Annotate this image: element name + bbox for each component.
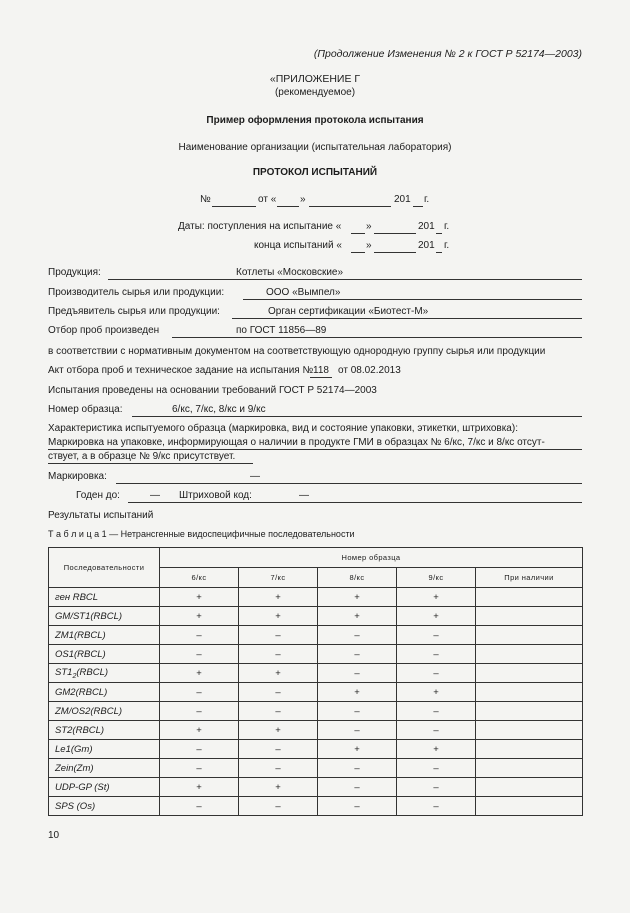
cell-if-present: [476, 759, 583, 778]
table-row: [49, 588, 583, 607]
barcode-label: Штриховой код:: [179, 490, 252, 501]
cell-7ks: –: [239, 740, 318, 759]
sequence-name: ген RBCL: [49, 588, 160, 607]
number-from: от «: [258, 194, 277, 205]
cell-8ks: –: [318, 702, 397, 721]
cell-if-present: [476, 645, 583, 664]
cell-8ks: +: [318, 588, 397, 607]
results-table: [48, 547, 583, 816]
org-name: Наименование организации (испытательная лаборатория): [178, 142, 452, 153]
cell-6ks: +: [160, 664, 239, 683]
product-label: Продукция:: [48, 267, 101, 278]
cell-6ks: +: [160, 778, 239, 797]
cell-7ks: –: [239, 645, 318, 664]
table-caption: Т а б л и ц а 1 — Нетрансгенные видоспецифичные последовательности: [48, 529, 355, 539]
end-mid: »: [366, 240, 372, 251]
col-header-6ks: 6/кс: [160, 568, 239, 588]
table-row: [49, 797, 583, 816]
protocol-title: ПРОТОКОЛ ИСПЫТАНИЙ: [252, 167, 378, 178]
table-row: [49, 626, 583, 645]
cell-if-present: [476, 702, 583, 721]
cell-8ks: +: [318, 740, 397, 759]
table-row: [49, 721, 583, 740]
table-row: [49, 683, 583, 702]
col-header-if-present: При наличии: [476, 568, 583, 588]
cell-6ks: –: [160, 626, 239, 645]
sampling-value: по ГОСТ 11856—89: [236, 325, 327, 336]
act-label: Акт отбора проб и техническое задание на испытания №: [48, 365, 314, 376]
example-title: Пример оформления протокола испытания: [206, 115, 424, 126]
cell-8ks: –: [318, 645, 397, 664]
page-number: 10: [48, 830, 60, 841]
cell-if-present: [476, 797, 583, 816]
received-suffix: г.: [444, 221, 450, 232]
cell-9ks: +: [397, 588, 476, 607]
characteristic-line2: Маркировка на упаковке, информирующая о наличии в продукте ГМИ в образцах № 6/кс, 7/кс и 8/кс отсут-: [48, 437, 545, 448]
number-year: 201: [394, 194, 411, 205]
cell-if-present: [476, 588, 583, 607]
cell-9ks: +: [397, 607, 476, 626]
cell-6ks: –: [160, 759, 239, 778]
cell-9ks: –: [397, 626, 476, 645]
cell-7ks: –: [239, 797, 318, 816]
sequence-name: OS1(RBCL): [49, 645, 160, 664]
cell-7ks: +: [239, 588, 318, 607]
cell-6ks: –: [160, 702, 239, 721]
cell-8ks: –: [318, 626, 397, 645]
act-date: от 08.02.2013: [338, 365, 401, 376]
cell-6ks: –: [160, 797, 239, 816]
table-row: [49, 759, 583, 778]
received-year: 201: [418, 221, 435, 232]
cell-6ks: –: [160, 645, 239, 664]
sequence-name: ST2(RBCL): [49, 721, 160, 740]
sequence-name: Le1(Gm): [49, 740, 160, 759]
cell-if-present: [476, 607, 583, 626]
cell-8ks: –: [318, 664, 397, 683]
col-header-9ks: 9/кс: [397, 568, 476, 588]
presenter-label: Предъявитель сырья или продукции:: [48, 306, 220, 317]
accordance-text: в соответствии с нормативным документом на соответствующую однородную группу сырья или продукции: [48, 346, 546, 357]
header-note: (Продолжение Изменения № 2 к ГОСТ Р 52174—2003): [313, 48, 582, 60]
sampling-label: Отбор проб произведен: [48, 325, 160, 336]
producer-label: Производитель сырья или продукции:: [48, 287, 225, 298]
presenter-value: Орган сертификации «Биотест-М»: [268, 306, 429, 317]
table-row: [49, 778, 583, 797]
sequence-name: Zein(Zm): [49, 759, 160, 778]
table-row: [49, 645, 583, 664]
col-header-sample-number: Номер образца: [160, 548, 583, 568]
cell-9ks: –: [397, 664, 476, 683]
cell-7ks: –: [239, 626, 318, 645]
sequence-name-base: ST1: [55, 666, 73, 678]
cell-7ks: +: [239, 778, 318, 797]
act-number: 118: [313, 365, 329, 376]
cell-9ks: +: [397, 683, 476, 702]
sequence-name: GM2(RBCL): [49, 683, 160, 702]
end-year: 201: [418, 240, 435, 251]
cell-7ks: –: [239, 759, 318, 778]
cell-9ks: +: [397, 740, 476, 759]
table-row: [49, 664, 583, 683]
cell-7ks: +: [239, 607, 318, 626]
basis-text: Испытания проведены на основании требований ГОСТ Р 52174—2003: [48, 385, 377, 396]
sample-value: 6/кс, 7/кс, 8/кс и 9/кс: [172, 404, 266, 415]
cell-if-present: [476, 778, 583, 797]
cell-9ks: –: [397, 721, 476, 740]
valid-label: Годен до:: [76, 490, 120, 501]
col-header-8ks: 8/кс: [318, 568, 397, 588]
cell-if-present: [476, 626, 583, 645]
sample-label: Номер образца:: [48, 404, 123, 415]
number-sign: №: [200, 194, 211, 205]
cell-if-present: [476, 683, 583, 702]
table-row: [49, 740, 583, 759]
sequence-name: [49, 664, 160, 683]
sequence-name: ZM1(RBCL): [49, 626, 160, 645]
cell-8ks: +: [318, 683, 397, 702]
sequence-name: GM/ST1(RBCL): [49, 607, 160, 626]
table-row: [49, 702, 583, 721]
characteristic-line1: Характеристика испытуемого образца (маркировка, вид и состояние упаковки, этикетки, штриховка):: [48, 423, 518, 434]
cell-9ks: –: [397, 778, 476, 797]
cell-7ks: –: [239, 683, 318, 702]
received-label: Даты: поступления на испытание «: [178, 221, 342, 232]
cell-6ks: +: [160, 721, 239, 740]
cell-9ks: –: [397, 759, 476, 778]
cell-8ks: –: [318, 778, 397, 797]
col-header-7ks: 7/кс: [239, 568, 318, 588]
table-row: [49, 607, 583, 626]
cell-8ks: –: [318, 797, 397, 816]
cell-9ks: –: [397, 645, 476, 664]
appendix-subtitle: (рекомендуемое): [274, 87, 356, 98]
cell-7ks: +: [239, 664, 318, 683]
characteristic-line3: ствует, а в образце № 9/кс присутствует.: [48, 451, 236, 462]
valid-value: —: [150, 490, 160, 501]
sequence-name: ZM/OS2(RBCL): [49, 702, 160, 721]
sequence-name-subscript: 2: [72, 672, 77, 680]
cell-9ks: –: [397, 702, 476, 721]
results-label: Результаты испытаний: [48, 510, 154, 521]
product-value: Котлеты «Московские»: [236, 267, 344, 278]
cell-8ks: –: [318, 759, 397, 778]
cell-if-present: [476, 664, 583, 683]
marking-label: Маркировка:: [48, 471, 107, 482]
col-header-sequences: Последовательности: [49, 548, 160, 588]
sequence-name-rest: (RBCL): [76, 666, 109, 678]
end-label: конца испытаний «: [254, 240, 342, 251]
cell-7ks: –: [239, 702, 318, 721]
marking-value: —: [250, 471, 260, 482]
number-year-suffix: г.: [424, 194, 430, 205]
cell-8ks: –: [318, 721, 397, 740]
sequence-name: UDP-GP (St): [49, 778, 160, 797]
cell-6ks: –: [160, 683, 239, 702]
cell-8ks: +: [318, 607, 397, 626]
cell-if-present: [476, 721, 583, 740]
end-suffix: г.: [444, 240, 450, 251]
cell-6ks: –: [160, 740, 239, 759]
appendix-title: «ПРИЛОЖЕНИЕ Г: [269, 73, 361, 85]
producer-value: ООО «Вымпел»: [266, 287, 341, 298]
number-quote-close: »: [300, 194, 306, 205]
barcode-value: —: [299, 490, 309, 501]
cell-9ks: –: [397, 797, 476, 816]
cell-7ks: +: [239, 721, 318, 740]
cell-if-present: [476, 740, 583, 759]
sequence-name: SPS (Os): [49, 797, 160, 816]
cell-6ks: +: [160, 607, 239, 626]
cell-6ks: +: [160, 588, 239, 607]
received-mid: »: [366, 221, 372, 232]
